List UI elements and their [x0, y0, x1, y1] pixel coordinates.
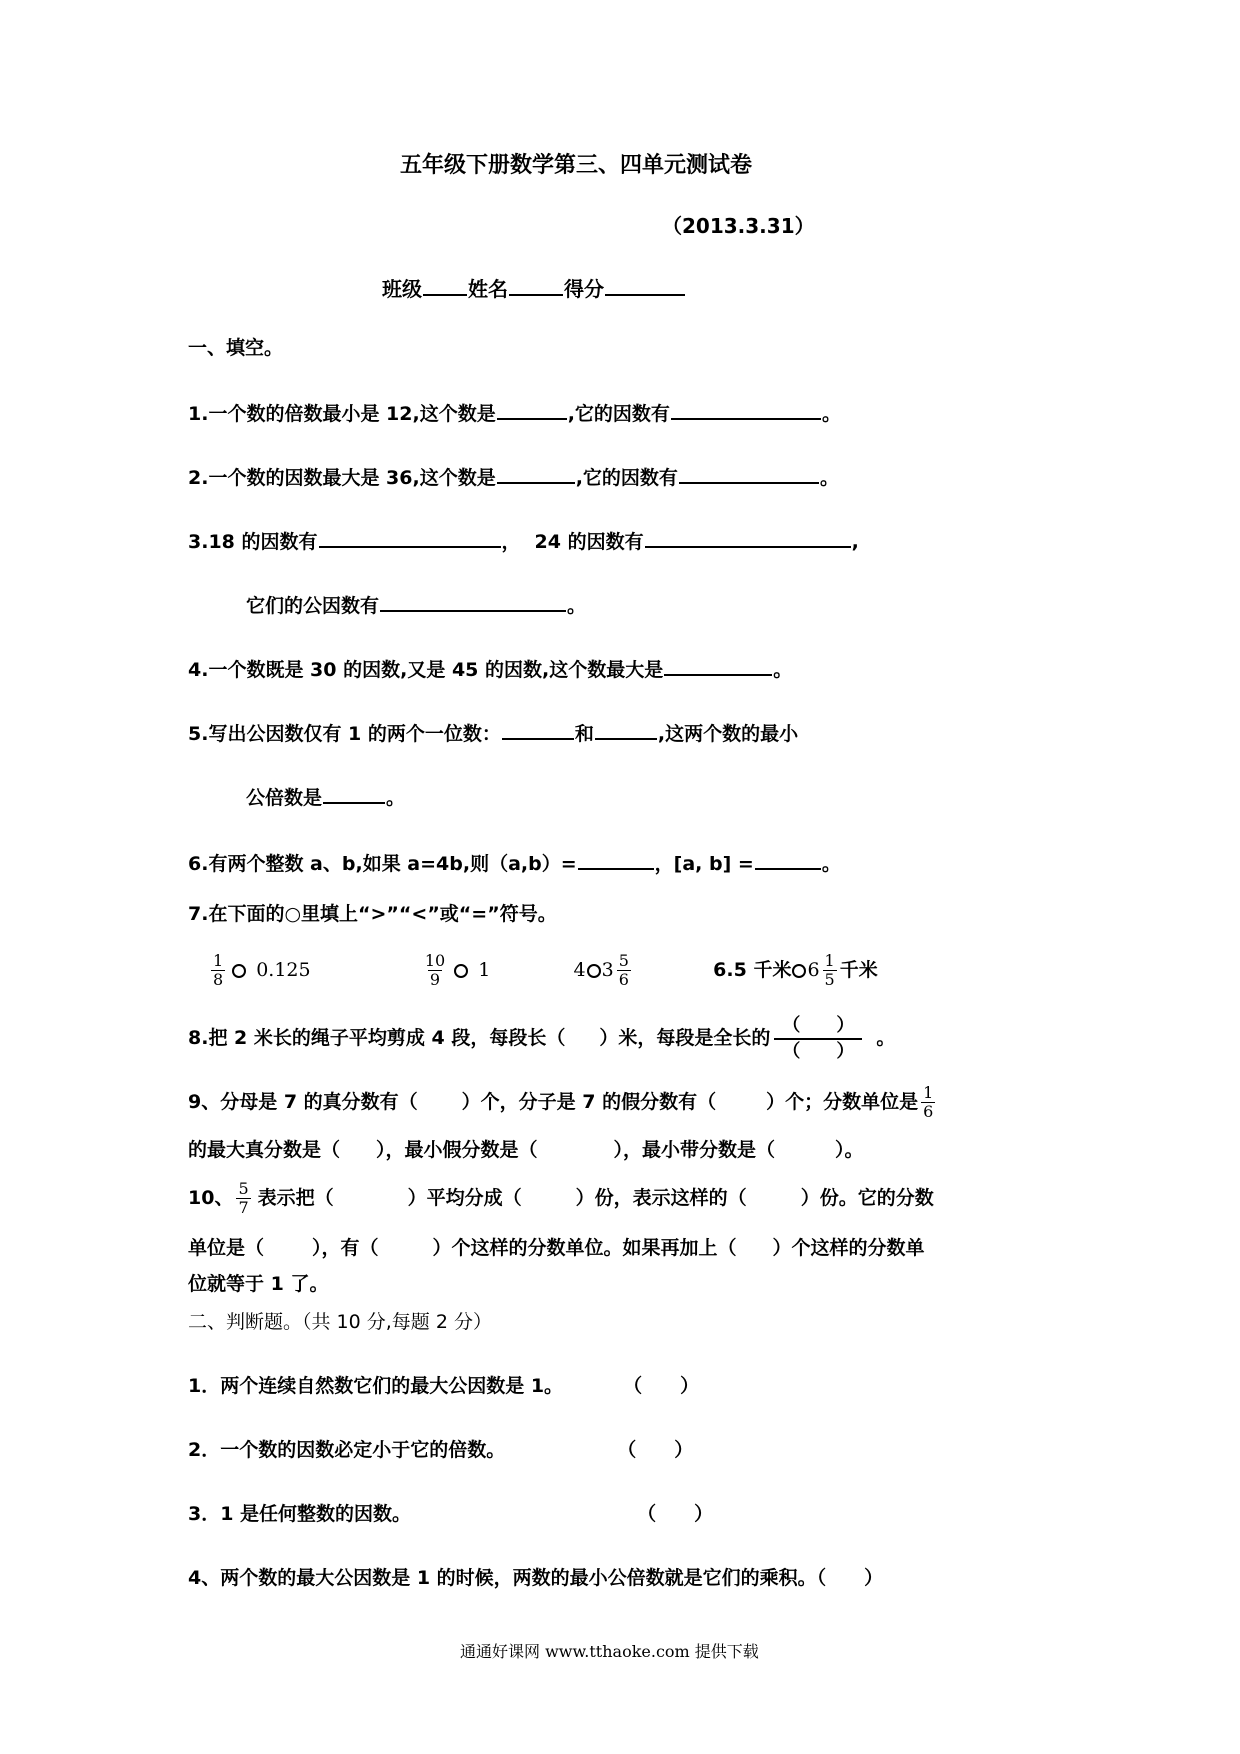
q10-text-a: 10、: [188, 1187, 234, 1209]
question-7-items: [208, 944, 878, 996]
question-3-cont: [246, 592, 586, 618]
q7-i2-fraction: $\frac{10}{9}$: [424, 951, 446, 989]
q6-text-a: 6.有两个整数 a、b,如果 a=4b,则（a,b）=: [188, 853, 577, 875]
q2-text-a: 2.一个数的因数最大是 36,这个数是: [188, 467, 496, 489]
q10-text-c: ）平均分成（: [407, 1187, 522, 1209]
q7-i3-left: 4: [573, 959, 586, 981]
q7-i3-whole: 3: [601, 959, 614, 981]
q9-text-e: ），最小假分数是（: [376, 1139, 538, 1161]
q7-compare-circle-1[interactable]: [232, 964, 246, 978]
q7-i4-unit: 千米: [839, 959, 878, 981]
judge-2-text: 2．一个数的因数必定小于它的倍数。: [188, 1439, 506, 1461]
footer-source: 通通好课网 www.tthaoke.com 提供下载: [460, 1642, 759, 1661]
q8-fraction-answer[interactable]: $\frac{( )}{( )}$: [774, 1014, 862, 1064]
q1-text-c: 。: [821, 403, 841, 425]
test-date: （2013.3.31）: [662, 214, 815, 238]
q3-blank-2[interactable]: [645, 528, 851, 548]
judge-item-3: [188, 1502, 713, 1526]
q8-text-c: 。: [876, 1027, 896, 1049]
student-info-line: [382, 276, 686, 301]
q7-item-1: [208, 951, 317, 989]
judge-4-answer[interactable]: （ ）: [816, 1567, 884, 1589]
question-10-cont: [188, 1236, 925, 1260]
question-7: 7.在下面的○里填上“>”“<”或“=”符号。: [188, 903, 557, 925]
q2-blank-2[interactable]: [679, 464, 819, 484]
q5-blank-3[interactable]: [323, 784, 385, 804]
q3-text-f: 。: [567, 595, 587, 617]
q2-text-c: 。: [819, 467, 839, 489]
q1-text-a: 1.一个数的倍数最小是 12,这个数是: [188, 403, 496, 425]
q2-text-b: ,它的因数有: [575, 467, 678, 489]
q7-item-4: [713, 951, 878, 989]
q6-blank-2[interactable]: [755, 850, 821, 870]
q7-compare-circle-3[interactable]: [587, 964, 601, 978]
q5-text-c: ,这两个数的最小: [657, 723, 799, 745]
judge-1-text: 1．两个连续自然数它们的最大公因数是 1。: [188, 1375, 564, 1397]
q7-i1-right: 0.125: [256, 959, 311, 981]
q7-i4-whole: 6: [807, 959, 820, 981]
class-field[interactable]: [423, 276, 467, 296]
score-field[interactable]: [605, 276, 685, 296]
section2-heading: 二、判断题。（共 10 分,每题 2 分）: [188, 1311, 492, 1333]
q8-text-a: 8.把 2 米长的绳子平均剪成 4 段，每段长（: [188, 1027, 566, 1049]
q10-text-f: 单位是（: [188, 1237, 265, 1259]
q3-blank-3[interactable]: [380, 592, 566, 612]
question-8: [188, 1012, 895, 1064]
q7-i4-fraction: $\frac{1}{5}$: [824, 951, 835, 989]
q4-blank-1[interactable]: [664, 656, 772, 676]
name-label: 姓名: [468, 277, 508, 301]
q7-i1-fraction: $\frac{1}{8}$: [213, 951, 224, 989]
question-6: [188, 850, 841, 876]
q9-text-f: ），最小带分数是（: [613, 1139, 776, 1161]
q5-text-b: 和: [574, 723, 594, 745]
q7-compare-circle-2[interactable]: [454, 964, 468, 978]
q3-text-c: 24 的因数有: [534, 531, 644, 553]
q10-fraction: $\frac{5}{7}$: [238, 1179, 249, 1217]
q10-text-b: 表示把（: [257, 1187, 334, 1209]
judge-item-4: [188, 1566, 883, 1590]
q9-text-g: ）。: [835, 1139, 864, 1161]
q6-text-b: ，[a, b] =: [654, 853, 754, 875]
score-label: 得分: [564, 277, 604, 301]
q2-blank-1[interactable]: [497, 464, 575, 484]
q7-i3-fraction: $\frac{5}{6}$: [618, 951, 629, 989]
q3-text-a: 3.18 的因数有: [188, 531, 318, 553]
q5-text-a: 5.写出公因数仅有 1 的两个一位数：: [188, 723, 501, 745]
judge-3-text: 3．1 是任何整数的因数。: [188, 1503, 412, 1525]
q3-text-b: ，: [501, 531, 521, 553]
q9-text-c: ）个；分数单位是: [766, 1091, 919, 1113]
question-5: [188, 720, 798, 746]
q5-blank-1[interactable]: [502, 720, 574, 740]
q9-text-a: 9、分母是 7 的真分数有（: [188, 1091, 418, 1113]
q6-blank-1[interactable]: [578, 850, 654, 870]
judge-item-1: [188, 1374, 699, 1398]
q10-text-g: ），有（: [312, 1237, 379, 1259]
q4-text-a: 4.一个数既是 30 的因数,又是 45 的因数,这个数最大是: [188, 659, 664, 681]
q10-text-d: ）份，表示这样的（: [575, 1187, 747, 1209]
q9-text-b: ）个，分子是 7 的假分数有（: [461, 1091, 717, 1113]
q3-text-d: ,: [851, 531, 859, 553]
name-field[interactable]: [509, 276, 563, 296]
question-1: [188, 400, 841, 426]
q7-item-2: [420, 951, 497, 989]
q7-i4-left: 6.5 千米: [713, 959, 792, 981]
question-10: [188, 1174, 934, 1222]
q5-text-e: 。: [386, 787, 406, 809]
page-title: 五年级下册数学第三、四单元测试卷: [400, 153, 753, 178]
judge-3-answer[interactable]: （ ）: [637, 1503, 714, 1525]
question-9-cont: [188, 1138, 864, 1162]
question-9: [188, 1078, 938, 1126]
q9-text-d: 的最大真分数是（: [188, 1139, 341, 1161]
q10-text-e: ）份。它的分数: [800, 1187, 934, 1209]
q1-blank-1[interactable]: [497, 400, 567, 420]
class-label: 班级: [382, 277, 422, 301]
q7-i2-right: 1: [478, 959, 491, 981]
question-10-end: 位就等于 1 了。: [188, 1273, 329, 1295]
q5-blank-2[interactable]: [595, 720, 657, 740]
question-3: [188, 528, 859, 554]
q7-item-3: [573, 951, 641, 989]
q5-text-d: 公倍数是: [246, 787, 323, 809]
q4-text-b: 。: [773, 659, 793, 681]
judge-item-2: [188, 1438, 693, 1462]
question-2: [188, 464, 839, 490]
q6-text-c: 。: [821, 853, 841, 875]
question-4: [188, 656, 792, 682]
judge-1-answer[interactable]: （ ）: [623, 1375, 700, 1397]
judge-2-answer[interactable]: （ ）: [617, 1439, 694, 1461]
q3-blank-1[interactable]: [319, 528, 501, 548]
question-5-cont: [246, 784, 405, 810]
q7-compare-circle-4[interactable]: [792, 964, 806, 978]
q9-fraction: $\frac{1}{6}$: [923, 1083, 934, 1121]
judge-4-text: 4、两个数的最大公因数是 1 的时候，两数的最小公倍数就是它们的乘积。: [188, 1567, 817, 1589]
q1-blank-2[interactable]: [671, 400, 821, 420]
q10-text-h: ）个这样的分数单位。如果再加上（: [432, 1237, 737, 1259]
q10-text-i: ）个这样的分数单: [772, 1237, 925, 1259]
q3-text-e: 它们的公因数有: [246, 595, 380, 617]
section1-heading: 一、填空。: [188, 337, 284, 359]
q8-text-b: ）米，每段是全长的: [599, 1027, 771, 1049]
q1-text-b: ,它的因数有: [567, 403, 670, 425]
